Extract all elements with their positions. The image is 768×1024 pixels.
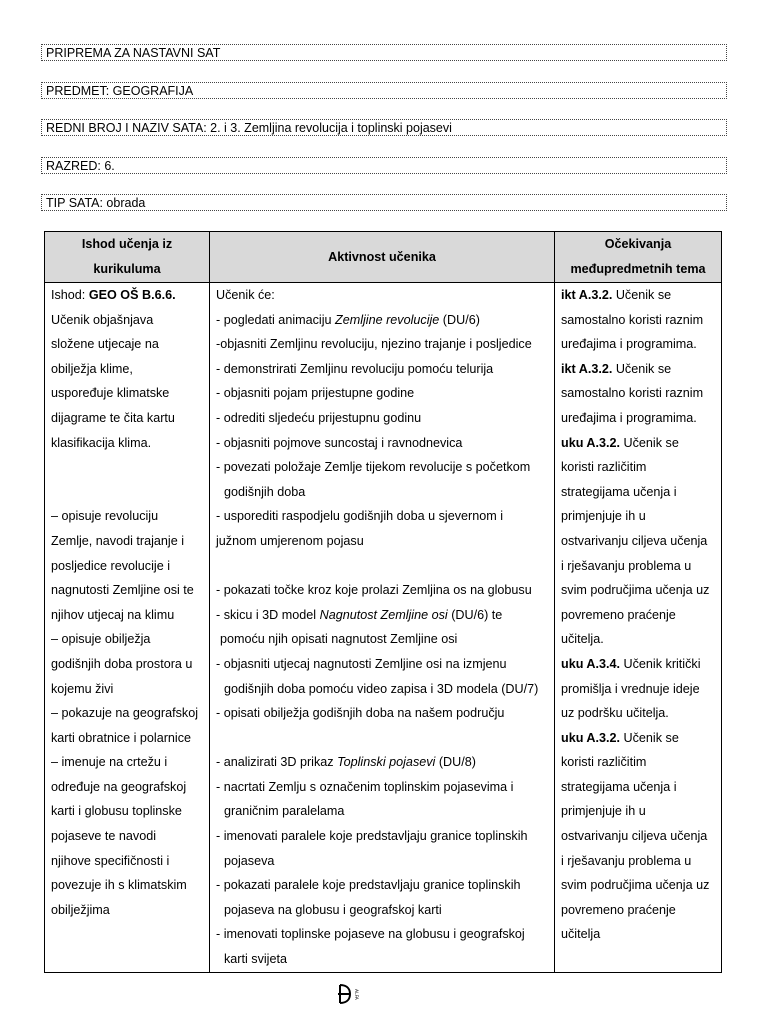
header-learning-outcome [45, 232, 210, 283]
expectation-line: primjenjuje ih u [561, 509, 646, 524]
expectation-line: promišlja i vrednuje ideje [561, 681, 700, 696]
expectation-line: učitelja [561, 927, 601, 942]
outcome-line: – pokazuje na geografskoj [51, 706, 199, 721]
expectation-code: uku A.3.2. [561, 730, 621, 745]
expectation-line [561, 283, 715, 308]
svg-text:ALFA: ALFA [353, 989, 358, 1000]
activity-line: - imenovati paralele koje predstavljaju granice toplinskih [216, 829, 528, 844]
lesson-plan-table [44, 231, 722, 973]
header-learning-outcome-line2: kurikuluma [93, 262, 161, 276]
lesson-type-field: TIP SATA: obrada [41, 194, 727, 211]
expectation-code: ikt A.3.2. [561, 288, 613, 302]
header-student-activity: Aktivnost učenika [210, 232, 555, 283]
outcome-line: obilježja klime, [51, 361, 133, 376]
outcome-code: GEO OŠ B.6.6. [88, 288, 176, 302]
expectation-line: učitelja. [561, 632, 604, 647]
outcome-line: karti i globusu toplinske [51, 804, 182, 819]
expectation-line [561, 357, 715, 382]
outcome-line: godišnjih doba prostora u [51, 656, 193, 671]
outcome-line: klasifikacija klima. [51, 435, 152, 450]
expectation-line: uz podršku učitelja. [561, 706, 669, 721]
outcome-line: Zemlje, navodi trajanje i [51, 533, 184, 548]
activity-line: južnom umjerenom pojasu [216, 533, 364, 548]
expectation-line: samostalno koristi raznim [561, 386, 704, 401]
outcome-line: njihov utjecaj na klimu [51, 607, 175, 622]
expectation-code: ikt A.3.2. [561, 361, 613, 376]
activity-text: - skicu i 3D model [216, 607, 320, 622]
header-cross-curricular [555, 232, 722, 283]
activity-line: - pokazati paralele koje predstavljaju granice toplinskih [216, 878, 521, 893]
subject-field: PREDMET: GEOGRAFIJA [41, 82, 727, 99]
expectation-line: ostvarivanju ciljeva učenja [561, 829, 708, 844]
model-title: Nagnutost Zemljine osi [319, 607, 448, 622]
expectation-text: Učenik se [620, 730, 679, 745]
expectation-line [561, 652, 715, 677]
activity-line: godišnjih doba pomoću video zapisa i 3D modela (DU/7) [224, 681, 539, 696]
expectation-line: primjenjuje ih u [561, 804, 646, 819]
activity-line [216, 750, 548, 775]
expectation-line: i rješavanju problema u [561, 853, 692, 868]
activity-line: karti svijeta [224, 952, 287, 967]
outcome-line: povezuje ih s klimatskim [51, 878, 187, 893]
activity-line: - demonstrirati Zemljinu revoluciju pomoću telurija [216, 361, 494, 376]
outcome-line: – opisuje obilježja [51, 632, 151, 647]
activity-line: - odrediti sljedeću prijestupnu godinu [216, 410, 422, 425]
outcome-line: kojemu živi [51, 681, 114, 696]
outcomes-cell [45, 283, 210, 973]
table-row [45, 283, 722, 973]
activity-line: godišnjih doba [224, 484, 306, 499]
outcome-line: posljedice revolucije i [51, 558, 171, 573]
expectation-line: svim područjima učenja uz [561, 878, 710, 893]
outcome-prefix: Ishod: [51, 288, 89, 302]
grade-field: RAZRED: 6. [41, 157, 727, 174]
expectation-code: uku A.3.4. [561, 656, 621, 671]
table-header-row [45, 232, 722, 283]
activity-line: pojaseva [224, 853, 275, 868]
outcome-line: obilježjima [51, 902, 110, 917]
empty-line [51, 480, 203, 505]
outcome-line: Učenik objašnjava [51, 312, 154, 327]
header-cross-curricular-line1: Očekivanja [604, 237, 672, 252]
expectation-line: svim područjima učenja uz [561, 583, 710, 598]
expectation-line: koristi različitim [561, 460, 647, 475]
activity-text: - analizirati 3D prikaz [216, 755, 338, 770]
activity-line: -objasniti Zemljinu revoluciju, njezino trajanje i posljedice [216, 337, 532, 352]
lesson-name-field: REDNI BROJ I NAZIV SATA: 2. i 3. Zemljina revolucija i toplinski pojasevi [41, 119, 727, 136]
expectation-line: uređajima i programima. [561, 337, 697, 352]
expectation-line [561, 726, 715, 751]
activity-line [216, 308, 548, 333]
expectation-line: strategijama učenja i [561, 484, 677, 499]
activity-line: - objasniti pojam prijestupne godine [216, 386, 415, 401]
activity-line: - usporediti raspodjelu godišnjih doba u sjevernom i [216, 509, 504, 524]
activity-text: (DU/6) te [447, 607, 503, 622]
activity-line: - imenovati toplinske pojaseve na globusu i geografskoj [216, 927, 525, 942]
expectation-line: povremeno praćenje [561, 607, 676, 622]
activity-line: - objasniti pojmove suncostaj i ravnodnevica [216, 435, 463, 450]
expectation-line: samostalno koristi raznim [561, 312, 704, 327]
activity-line: - objasniti utjecaj nagnutosti Zemljine osi na izmjenu [216, 656, 507, 671]
activities-cell [210, 283, 555, 973]
expectation-line: povremeno praćenje [561, 902, 676, 917]
expectation-text: Učenik se [612, 361, 672, 376]
expectation-code: uku A.3.2. [561, 435, 621, 450]
display-title: Toplinski pojasevi [337, 755, 436, 770]
alfa-logo-icon [336, 982, 366, 1006]
outcome-line: karti obratnice i polarnice [51, 730, 192, 745]
expectation-line [561, 431, 715, 456]
header-learning-outcome-line1: Ishod učenja iz [81, 237, 173, 252]
expectation-line: koristi različitim [561, 755, 647, 770]
expectation-text: Učenik se [612, 288, 672, 302]
expectation-line: uređajima i programima. [561, 410, 697, 425]
activity-line: - povezati položaje Zemlje tijekom revolucije s početkom [216, 460, 531, 475]
outcome-line: određuje na geografskoj [51, 779, 187, 794]
activity-line [216, 603, 548, 628]
activity-line: pomoću njih opisati nagnutost Zemljine osi [220, 632, 458, 647]
outcome-line: – opisuje revoluciju [51, 509, 159, 524]
activity-line: - pokazati točke kroz koje prolazi Zemljina os na globusu [216, 583, 532, 598]
expectation-text: Učenik kritički [620, 656, 701, 671]
expectation-line: ostvarivanju ciljeva učenja [561, 533, 708, 548]
lesson-prep-title: PRIPREMA ZA NASTAVNI SAT [41, 44, 727, 61]
activity-line: - nacrtati Zemlju s označenim toplinskim pojasevima i [216, 779, 514, 794]
activity-text: - pogledati animaciju [216, 312, 336, 327]
activity-line: pojaseva na globusu i geografskoj karti [224, 902, 442, 917]
activity-text: (DU/6) [439, 312, 480, 327]
outcome-line: nagnutosti Zemljine osi te [51, 583, 194, 598]
activity-line: graničnim paralelama [224, 804, 345, 819]
header-cross-curricular-line2: međupredmetnih tema [570, 262, 706, 276]
empty-line [216, 726, 548, 751]
expectation-text: Učenik se [620, 435, 679, 450]
empty-line [216, 554, 548, 579]
outcome-line: uspoređuje klimatske [51, 386, 170, 401]
activity-line: Učenik će: [216, 288, 275, 302]
empty-line [51, 455, 203, 480]
activity-line: - opisati obilježja godišnjih doba na našem području [216, 706, 505, 721]
outcome-line [51, 283, 203, 308]
alfa-logo [336, 982, 366, 1006]
activity-text: (DU/8) [435, 755, 476, 770]
expectations-cell [555, 283, 722, 973]
outcome-line: pojaseve te navodi [51, 829, 157, 844]
animation-title: Zemljine revolucije [335, 312, 440, 327]
expectation-line: strategijama učenja i [561, 779, 677, 794]
outcome-line: složene utjecaje na [51, 337, 159, 352]
expectation-line: i rješavanju problema u [561, 558, 692, 573]
outcome-line: – imenuje na crtežu i [51, 755, 168, 770]
outcome-line: njihove specifičnosti i [51, 853, 170, 868]
outcome-line: dijagrame te čita kartu [51, 410, 175, 425]
